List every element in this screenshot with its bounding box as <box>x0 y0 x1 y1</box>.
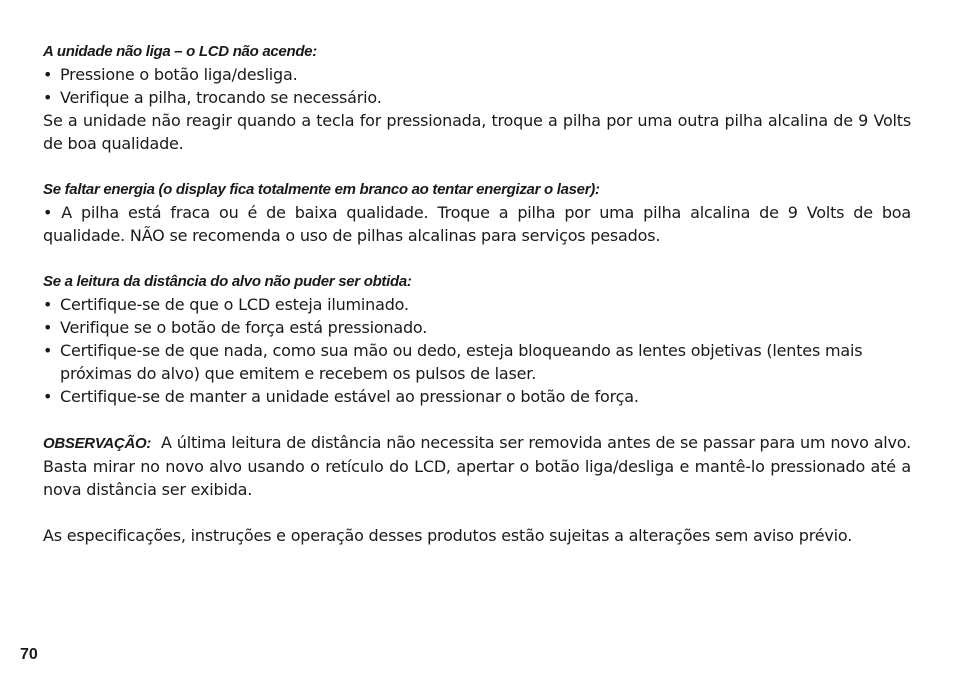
bullet-icon: • <box>43 65 53 84</box>
section-heading: Se faltar energia (o display fica totalmente em branco ao tentar energizar o laser): <box>43 181 600 198</box>
list-item <box>43 293 911 316</box>
list-item <box>43 316 911 339</box>
list-item-text: A pilha está fraca ou é de baixa qualidade. Troque a pilha por uma pilha alcalina de 9 Volts de boa qualidade. NÃO se recomenda o uso de pilhas alcalinas para serviços pesados. <box>43 203 911 245</box>
section-unit-wont-power-on <box>43 40 911 155</box>
bullet-icon: • <box>43 341 53 360</box>
list-item-text: Pressione o botão liga/desliga. <box>60 65 298 84</box>
list-item-text: Certifique-se de que o LCD esteja iluminado. <box>60 295 409 314</box>
spacer <box>43 155 911 178</box>
section-distance-reading-fails <box>43 270 911 408</box>
section-paragraph: Se a unidade não reagir quando a tecla for pressionada, troque a pilha por uma outra pilha alcalina de 9 Volts de boa qualidade. <box>43 111 911 153</box>
bullet-icon: • <box>43 318 53 337</box>
bullet-icon: • <box>43 203 53 222</box>
spacer <box>43 408 911 431</box>
note-label: OBSERVAÇÃO: <box>43 435 152 452</box>
spacer <box>43 247 911 270</box>
spacer <box>43 501 911 524</box>
bullet-icon: • <box>43 88 53 107</box>
list-item-text: Verifique se o botão de força está pressionado. <box>60 318 428 337</box>
bullet-icon: • <box>43 295 53 314</box>
list-item <box>43 385 911 408</box>
list-item-text: Certifique-se de que nada, como sua mão ou dedo, esteja bloqueando as lentes objetivas (lentes mais próximas do alvo) que emitem e recebem os pulsos de laser. <box>60 341 863 383</box>
list-item <box>43 201 911 247</box>
section-power-failure <box>43 178 911 247</box>
list-item <box>43 63 911 86</box>
page-number: 70 <box>20 646 38 663</box>
list-item <box>43 339 911 385</box>
note-text: A última leitura de distância não necessita ser removida antes de se passar para um novo alvo. Basta mirar no novo alvo usando o retículo do LCD, apertar o botão liga/desliga e mantê-lo pressionado até a nova distância ser exibida. <box>43 433 912 499</box>
bullet-icon: • <box>43 387 53 406</box>
list-item-text: Verifique a pilha, trocando se necessário. <box>60 88 382 107</box>
list-item <box>43 86 911 109</box>
section-heading: A unidade não liga – o LCD não acende: <box>43 43 317 60</box>
disclaimer-text: As especificações, instruções e operação desses produtos estão sujeitas a alterações sem aviso prévio. <box>43 526 853 545</box>
manual-page-content <box>43 40 911 547</box>
list-item-text: Certifique-se de manter a unidade estável ao pressionar o botão de força. <box>60 387 639 406</box>
note-paragraph <box>43 431 911 501</box>
section-heading: Se a leitura da distância do alvo não puder ser obtida: <box>43 273 412 290</box>
